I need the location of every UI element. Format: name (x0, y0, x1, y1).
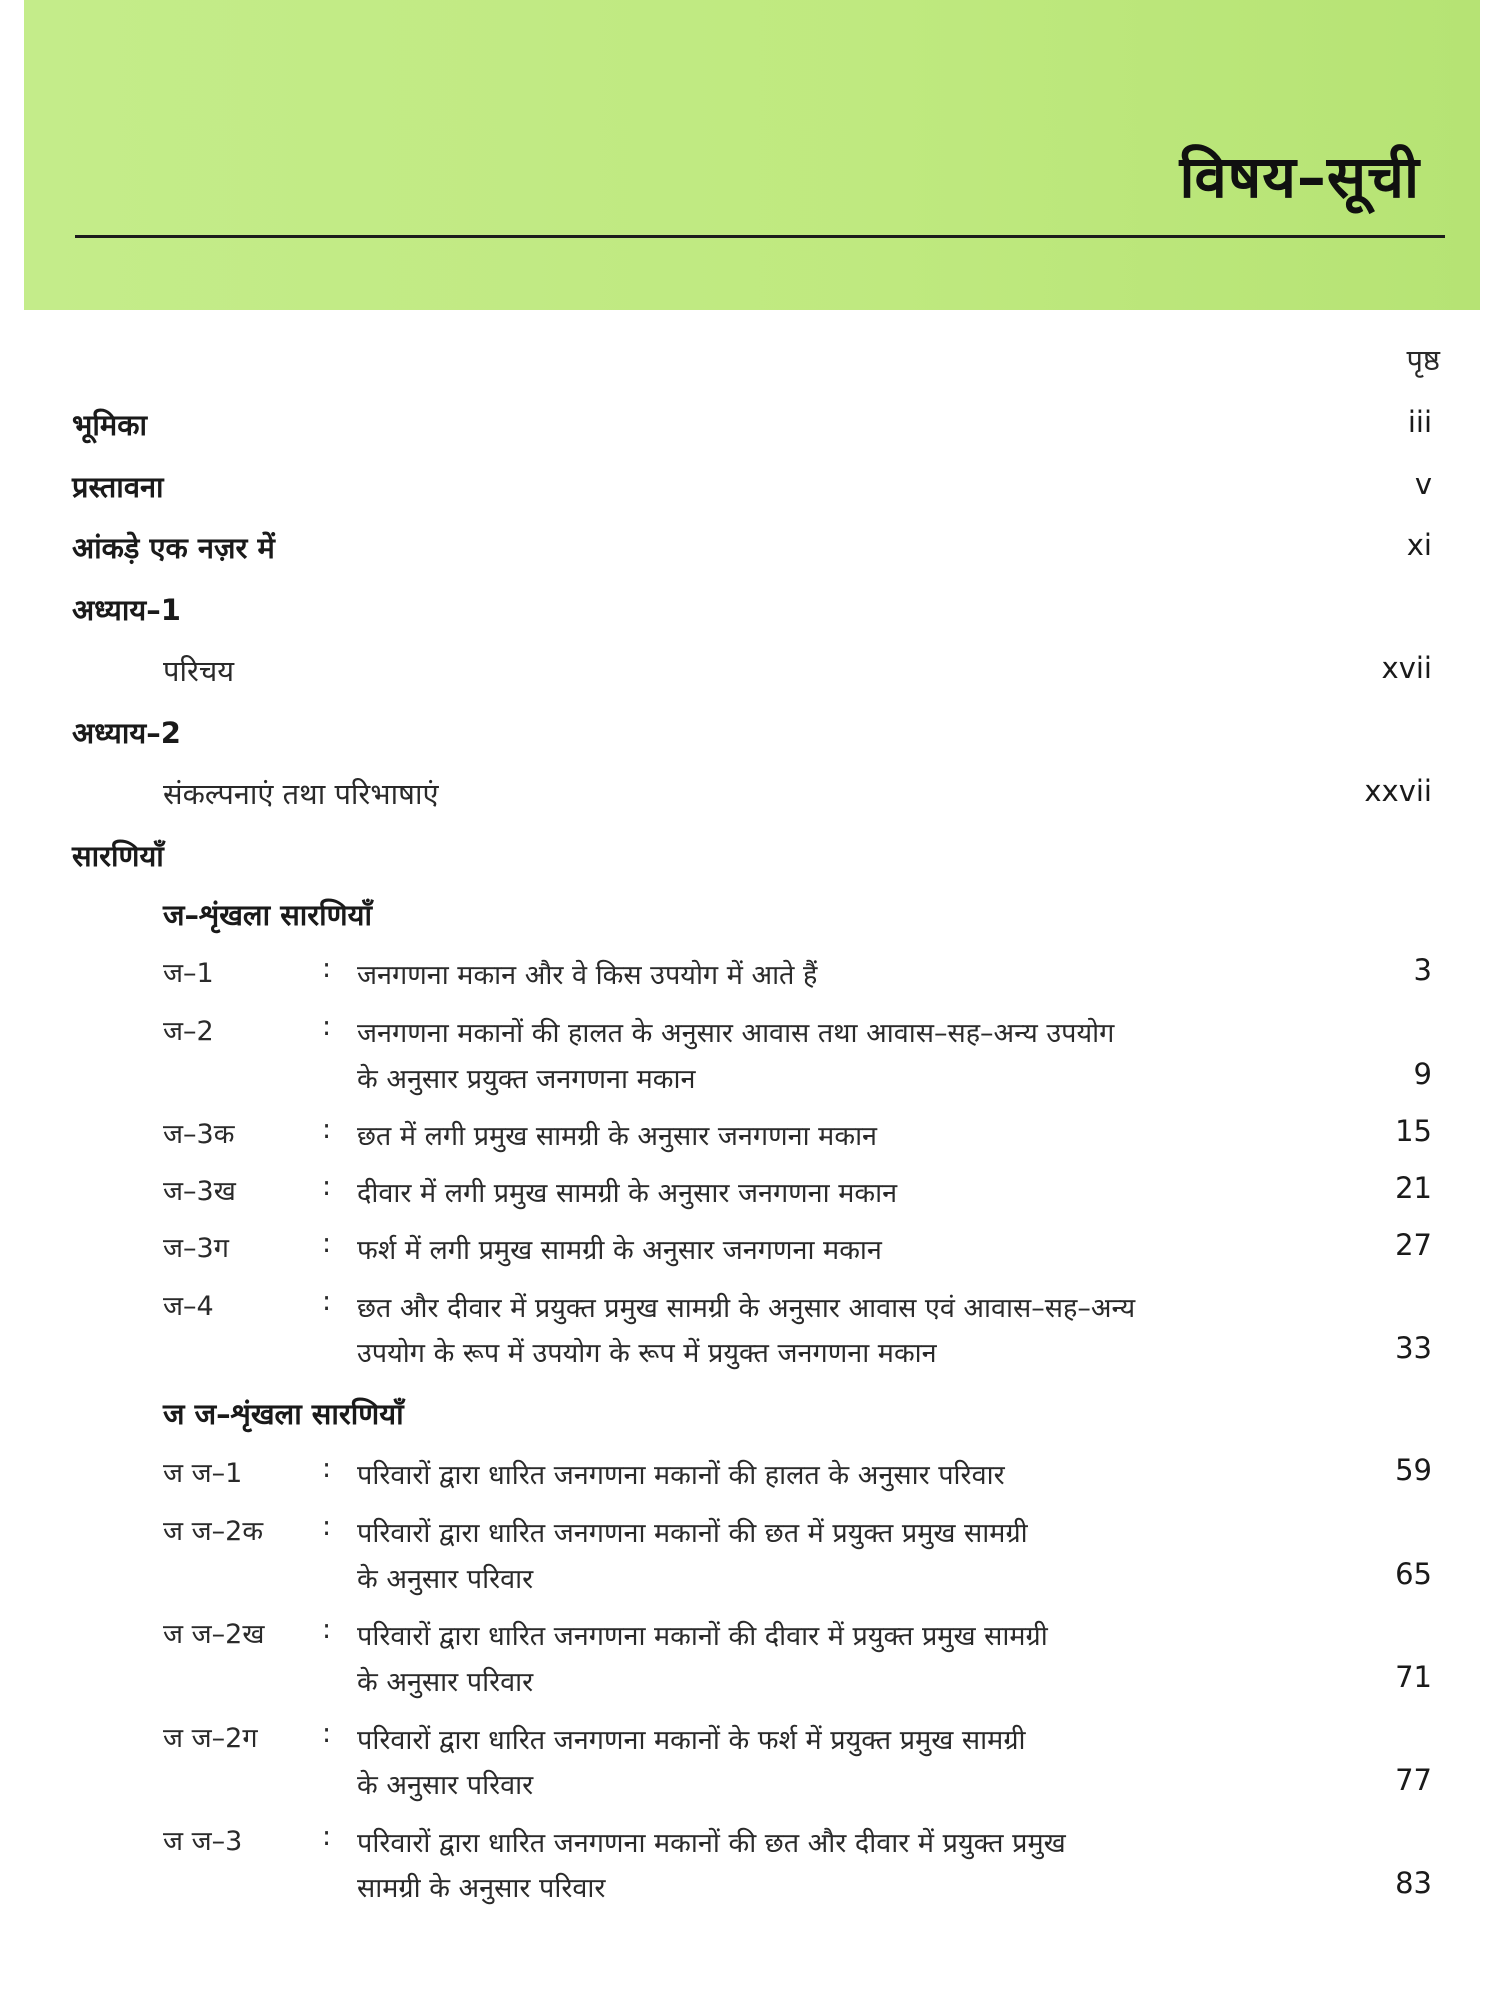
table-title-line2: के अनुसार प्रयुक्त जनगणना मकान (357, 1064, 696, 1095)
table-title: छत और दीवार में प्रयुक्त प्रमुख सामग्री के अनुसार आवास एवं आवास–सह–अन्य (357, 1293, 1136, 1324)
table-code: ज ज–3 (163, 1826, 243, 1857)
table-code: ज–1 (163, 958, 214, 989)
table-code: ज ज–1 (163, 1458, 243, 1489)
separator: : (322, 1114, 332, 1145)
table-title-line2: के अनुसार परिवार (357, 1770, 534, 1801)
separator: : (322, 1718, 332, 1749)
entry-page: v (1414, 467, 1432, 501)
separator: : (322, 1821, 332, 1852)
table-page: 65 (1395, 1557, 1432, 1591)
table-page: 59 (1395, 1453, 1432, 1487)
entry-label: प्रस्तावना (72, 470, 164, 504)
table-page: 15 (1395, 1114, 1432, 1148)
separator: : (322, 1614, 332, 1645)
entry-label: संकल्पनाएं तथा परिभाषाएं (163, 777, 439, 811)
table-page: 21 (1395, 1171, 1432, 1205)
table-page: 33 (1395, 1331, 1432, 1365)
entry-label: आंकड़े एक नज़र में (72, 531, 275, 565)
table-title-line2: सामग्री के अनुसार परिवार (357, 1873, 606, 1904)
table-page: 3 (1413, 953, 1432, 987)
page-column-label: पृष्ठ (1406, 343, 1440, 377)
table-code: ज–3क (163, 1119, 235, 1150)
separator: : (322, 1511, 332, 1542)
table-title-line2: उपयोग के रूप में उपयोग के रूप में प्रयुक्त जनगणना मकान (357, 1338, 937, 1369)
page-title: विषय–सूची (1179, 143, 1420, 211)
table-title: परिवारों द्वारा धारित जनगणना मकानों की छत और दीवार में प्रयुक्त प्रमुख (357, 1828, 1066, 1859)
entry-page: xxvii (1364, 774, 1432, 808)
separator: : (322, 1286, 332, 1317)
entry-page: iii (1407, 405, 1432, 439)
table-page: 9 (1413, 1057, 1432, 1091)
table-title-line2: के अनुसार परिवार (357, 1564, 534, 1595)
separator: : (322, 1171, 332, 1202)
table-title: जनगणना मकान और वे किस उपयोग में आते हैं (357, 960, 818, 991)
table-code: ज ज–2ग (163, 1723, 258, 1754)
table-of-contents: पृष्ठ भूमिका iii प्रस्तावना v आंकड़े एक नज़र में xi अध्याय–1 परिचय xvii अध्याय–2 संकल्पनाएं तथा परिभाषाएं xxvii सारणियाँ ज–शृंखला सारणियाँ ज–1 : जनगणना मकान और वे किस उपयोग में आते हैं 3 ज–2 : जनगणना मकानों की हालत के अनुसार आवास तथा आवास–सह–अन्य उपयोग के अनुसार प्रयुक्त जनगणना मकान 9 ज–3क : छत में लगी प्रमुख सामग्री के अनुसार जनगणना मकान 15 ज–3ख : दीवार में लगी प्रमुख सामग्री के अनुसार जनगणना मकान 21 ज–3ग : फर्श में लगी प्रमुख सामग्री के अनुसार जनगणना मकान 27 ज–4 : छत और दीवार में प्रयुक्त प्रमुख सामग्री के अनुसार आवास एवं आवास–सह–अन्य उपयोग के रूप में उपयोग के रूप में प्रयुक्त जनगणना मकान 33 ज ज–शृंखला सारणियाँ ज ज–1 : परिवारों द्वारा धारित जनगणना मकानों की हालत के अनुसार परिवार 59 ज ज–2क : परिवारों द्वारा धारित जनगणना मकानों की छत में प्रयुक्त प्रमुख सामग्री के अनुसार परिवार 65 ज ज–2ख : परिवारों द्वारा धारित जनगणना मकानों की दीवार में प्रयुक्त प्रमुख सामग्री के अनुसार परिवार 71 ज ज–2ग : परिवारों द्वारा धारित जनगणना मकानों के फर्श में प्रयुक्त प्रमुख सामग्री के अनुसार परिवार 77 ज ज–3 : परिवारों द्वारा धारित जनगणना मकानों की छत और दीवार में प्रयुक्त प्रमुख सामग्री के अनुसार परिवार 83 (0, 0, 1500, 2000)
entry-label: परिचय (163, 654, 235, 688)
table-title: परिवारों द्वारा धारित जनगणना मकानों की हालत के अनुसार परिवार (357, 1460, 1005, 1491)
separator: : (322, 953, 332, 984)
table-code: ज ज–2क (163, 1516, 264, 1547)
separator: : (322, 1453, 332, 1484)
table-title: परिवारों द्वारा धारित जनगणना मकानों की छत में प्रयुक्त प्रमुख सामग्री (357, 1518, 1028, 1549)
entry-page: xi (1406, 528, 1432, 562)
table-title-line2: के अनुसार परिवार (357, 1667, 534, 1698)
table-title: जनगणना मकानों की हालत के अनुसार आवास तथा आवास–सह–अन्य उपयोग (357, 1018, 1115, 1049)
table-code: ज–3ग (163, 1233, 229, 1264)
table-title: फर्श में लगी प्रमुख सामग्री के अनुसार जनगणना मकान (357, 1235, 882, 1266)
table-title: छत में लगी प्रमुख सामग्री के अनुसार जनगणना मकान (357, 1121, 878, 1152)
table-code: ज–2 (163, 1016, 214, 1047)
table-title: परिवारों द्वारा धारित जनगणना मकानों की दीवार में प्रयुक्त प्रमुख सामग्री (357, 1621, 1048, 1652)
table-title: परिवारों द्वारा धारित जनगणना मकानों के फर्श में प्रयुक्त प्रमुख सामग्री (357, 1725, 1026, 1756)
entry-page: xvii (1381, 651, 1432, 685)
table-page: 71 (1395, 1660, 1432, 1694)
table-code: ज–3ख (163, 1176, 236, 1207)
separator: : (322, 1228, 332, 1259)
table-page: 77 (1395, 1763, 1432, 1797)
table-code: ज ज–2ख (163, 1619, 265, 1650)
table-title: दीवार में लगी प्रमुख सामग्री के अनुसार जनगणना मकान (357, 1178, 898, 1209)
table-page: 83 (1395, 1866, 1432, 1900)
separator: : (322, 1011, 332, 1042)
entry-label: भूमिका (72, 408, 148, 442)
table-page: 27 (1395, 1228, 1432, 1262)
table-code: ज–4 (163, 1291, 214, 1322)
